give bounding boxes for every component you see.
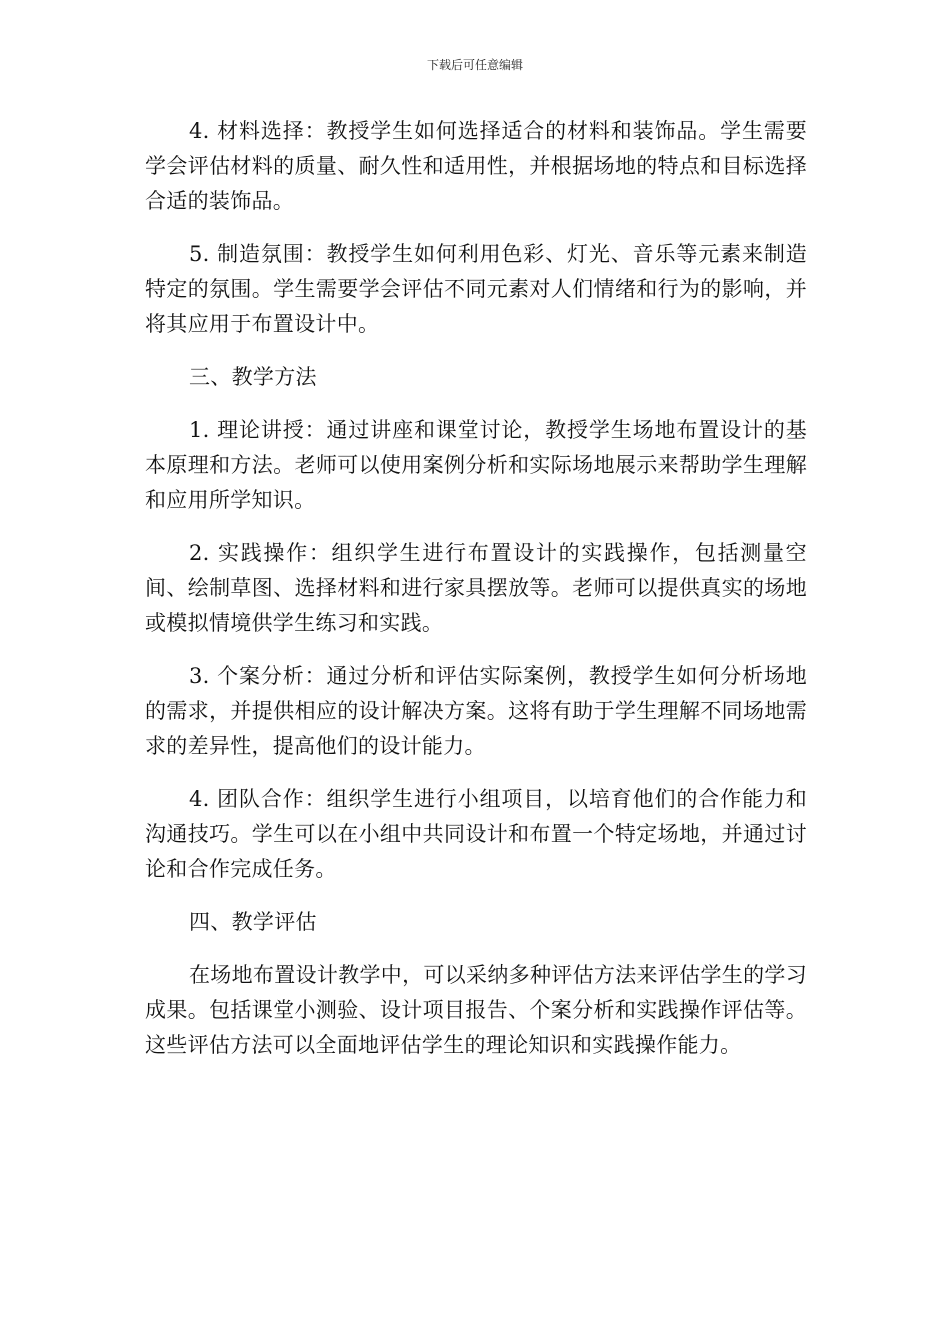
section-heading-teaching-methods: 三、教学方法 (189, 365, 317, 389)
paragraph-material-selection: 4. 材料选择：教授学生如何选择适合的材料和装饰品。学生需要学会评估材料的质量、耐久性和适用性，并根据场地的特点和目标选择合适的装饰品。 (145, 119, 807, 213)
paragraph-team-cooperation: 4. 团队合作：组织学生进行小组项目，以培育他们的合作能力和沟通技巧。学生可以在小组中共同设计和布置一个特定场地，并通过讨论和合作完成任务。 (145, 787, 807, 881)
section-heading-teaching-evaluation: 四、教学评估 (189, 910, 317, 934)
paragraph-case-analysis: 3. 个案分析：通过分析和评估实际案例，教授学生如何分析场地的需求，并提供相应的设计解决方案。这将有助于学生理解不同场地需求的差异性，提高他们的设计能力。 (145, 664, 807, 758)
paragraph-create-atmosphere: 5. 制造氛围：教授学生如何利用色彩、灯光、音乐等元素来制造特定的氛围。学生需要学会评估不同元素对人们情绪和行为的影响，并将其应用于布置设计中。 (145, 242, 807, 336)
paragraph-evaluation-methods: 在场地布置设计教学中，可以采纳多种评估方法来评估学生的学习成果。包括课堂小测验、设计项目报告、个案分析和实践操作评估等。这些评估方法可以全面地评估学生的理论知识和实践操作能力。 (145, 963, 807, 1057)
page-header: 下载后可任意编辑 (426, 58, 523, 72)
paragraph-theory-lecture: 1. 理论讲授：通过讲座和课堂讨论，教授学生场地布置设计的基本原理和方法。老师可以使用案例分析和实际场地展示来帮助学生理解和应用所学知识。 (145, 418, 807, 512)
paragraph-practical-operation: 2. 实践操作：组织学生进行布置设计的实践操作，包括测量空间、绘制草图、选择材料和进行家具摆放等。老师可以提供真实的场地或模拟情境供学生练习和实践。 (145, 541, 807, 635)
document-body (145, 114, 807, 1081)
